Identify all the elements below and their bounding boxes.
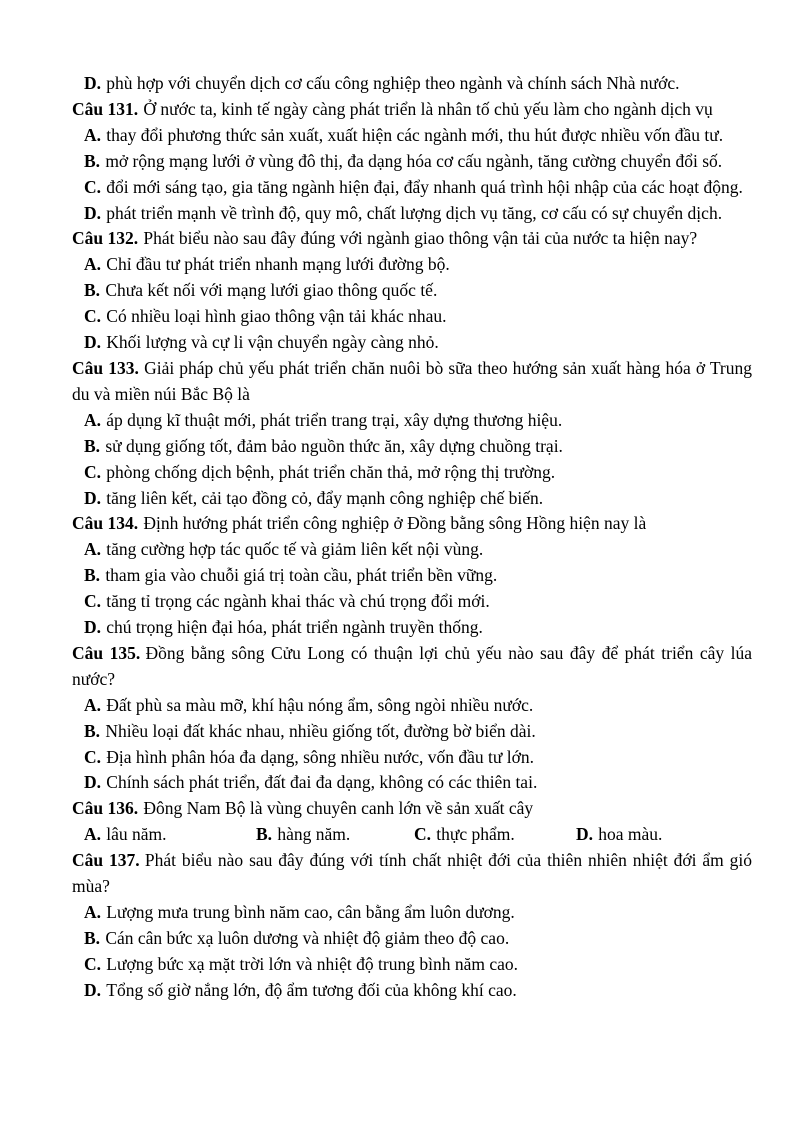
- option-text: Đất phù sa màu mỡ, khí hậu nóng ẩm, sông ngòi nhiều nước.: [106, 694, 534, 715]
- question-135: [72, 641, 752, 796]
- option-letter: A.: [84, 409, 102, 430]
- option-text: hoa màu.: [598, 824, 663, 845]
- option-b: [72, 719, 752, 745]
- option-text: phát triển mạnh về trình độ, quy mô, chất lượng dịch vụ tăng, cơ cấu có sự chuyển dịch.: [106, 202, 723, 223]
- option-b: [72, 278, 752, 304]
- option-b: [72, 563, 752, 589]
- question-text: Phát biểu nào sau đây đúng với tính chất nhiệt đới của thiên nhiên nhiệt đới ẩm gió mùa?: [72, 850, 752, 897]
- option-d: [72, 486, 752, 512]
- option-text: Nhiều loại đất khác nhau, nhiều giống tốt, đường bờ biển dài.: [105, 720, 536, 741]
- option-text: tăng tỉ trọng các ngành khai thác và chú trọng đổi mới.: [106, 591, 490, 612]
- option-b: [72, 149, 752, 175]
- option-a: [72, 123, 752, 149]
- option-text: lâu năm.: [106, 824, 167, 845]
- option-text: sử dụng giống tốt, đảm bảo nguồn thức ăn, xây dựng chuồng trại.: [105, 435, 563, 456]
- option-letter: A.: [84, 124, 102, 145]
- option-letter: C.: [84, 306, 102, 327]
- option-text: thay đổi phương thức sản xuất, xuất hiện các ngành mới, thu hút được nhiều vốn đầu tư.: [106, 124, 724, 145]
- option-a: [72, 537, 752, 563]
- option-text: Lượng bức xạ mặt trời lớn và nhiệt độ trung bình năm cao.: [106, 953, 518, 974]
- option-text: Lượng mưa trung bình năm cao, cân bằng ẩm luôn dương.: [106, 902, 515, 922]
- option-text: thực phẩm.: [436, 824, 515, 845]
- option-text: tăng cường hợp tác quốc tế và giảm liên kết nội vùng.: [106, 539, 484, 560]
- question-stem: [72, 356, 752, 408]
- option-letter: D.: [84, 332, 102, 353]
- question-label: Câu 132.: [72, 228, 139, 249]
- option-letter: B.: [84, 150, 101, 171]
- option-b: [72, 926, 752, 952]
- option-letter: D.: [84, 487, 102, 508]
- question-text: Giải pháp chủ yếu phát triển chăn nuôi bò sữa theo hướng sản xuất hàng hóa ở Trung du và miền núi Bắc Bộ là: [72, 357, 752, 404]
- question-text: Đồng bằng sông Cửu Long có thuận lợi chủ yếu nào sau đây để phát triển cây lúa nước?: [72, 642, 752, 689]
- question-label: Câu 136.: [72, 798, 139, 819]
- option-d: [72, 615, 752, 641]
- option-text: Cán cân bức xạ luôn dương và nhiệt độ giảm theo độ cao.: [105, 927, 510, 948]
- option-text: Chính sách phát triển, đất đai đa dạng, không có các thiên tai.: [106, 772, 538, 793]
- option-text: áp dụng kĩ thuật mới, phát triển trang trại, xây dựng thương hiệu.: [106, 409, 563, 430]
- option-a: [72, 408, 752, 434]
- option-a: [72, 693, 752, 719]
- option-text: phù hợp với chuyển dịch cơ cấu công nghiệp theo ngành và chính sách Nhà nước.: [106, 73, 680, 93]
- option-text: Khối lượng và cự li vận chuyển ngày càng nhỏ.: [106, 332, 439, 353]
- option-letter: B.: [84, 435, 101, 456]
- option-letter: D.: [576, 824, 594, 845]
- option-letter: D.: [84, 979, 102, 1000]
- question-stem: [72, 97, 752, 123]
- option-letter: A.: [84, 902, 102, 922]
- question-136: [72, 796, 752, 848]
- option-text: chú trọng hiện đại hóa, phát triển ngành truyền thống.: [106, 617, 483, 638]
- option-text: Chưa kết nối với mạng lưới giao thông quốc tế.: [105, 280, 438, 301]
- orphan-option-line: [72, 71, 752, 97]
- option-c: [414, 822, 576, 848]
- option-letter: D.: [84, 202, 102, 223]
- option-letter: D.: [84, 772, 102, 793]
- option-c: [72, 304, 752, 330]
- option-d: [72, 770, 752, 796]
- option-letter: C.: [84, 953, 102, 974]
- option-a: [84, 822, 256, 848]
- option-d: [72, 978, 752, 1004]
- option-text: Tổng số giờ nắng lớn, độ ẩm tương đối của không khí cao.: [106, 979, 517, 1000]
- question-131: [72, 97, 752, 227]
- question-text: Định hướng phát triển công nghiệp ở Đồng bằng sông Hồng hiện nay là: [143, 513, 647, 534]
- question-text: Phát biểu nào sau đây đúng với ngành giao thông vận tải của nước ta hiện nay?: [143, 228, 698, 249]
- option-letter: B.: [84, 280, 101, 301]
- option-d: [576, 822, 662, 848]
- question-132: [72, 226, 752, 356]
- question-text: Đông Nam Bộ là vùng chuyên canh lớn về sản xuất cây: [143, 798, 534, 819]
- option-text: phòng chống dịch bệnh, phát triển chăn thả, mở rộng thị trường.: [106, 461, 556, 482]
- option-c: [72, 460, 752, 486]
- option-c: [72, 952, 752, 978]
- option-text: tham gia vào chuỗi giá trị toàn cầu, phát triển bền vững.: [105, 565, 498, 586]
- question-label: Câu 133.: [72, 357, 139, 378]
- options-row: [72, 822, 752, 848]
- option-text: Chỉ đầu tư phát triển nhanh mạng lưới đường bộ.: [106, 254, 450, 275]
- question-label: Câu 137.: [72, 850, 140, 871]
- option-d: [72, 330, 752, 356]
- option-text: đổi mới sáng tạo, gia tăng ngành hiện đại, đẩy nhanh quá trình hội nhập của các hoạt động.: [106, 176, 743, 197]
- question-stem: [72, 796, 752, 822]
- option-letter: B.: [84, 720, 101, 741]
- question-label: Câu 134.: [72, 513, 139, 534]
- questions-list: [72, 97, 752, 1004]
- question-label: Câu 135.: [72, 642, 141, 663]
- option-c: [72, 589, 752, 615]
- option-c: [72, 175, 752, 201]
- option-text: Địa hình phân hóa đa dạng, sông nhiều nước, vốn đầu tư lớn.: [106, 746, 535, 767]
- option-letter: C.: [84, 461, 102, 482]
- option-c: [72, 745, 752, 771]
- question-text: Ở nước ta, kinh tế ngày càng phát triển là nhân tố chủ yếu làm cho ngành dịch vụ: [143, 98, 713, 119]
- question-stem: [72, 848, 752, 900]
- option-text: mở rộng mạng lưới ở vùng đô thị, đa dạng hóa cơ cấu ngành, tăng cường chuyển đổi số.: [105, 150, 723, 171]
- option-letter: C.: [84, 591, 102, 612]
- option-letter: B.: [84, 927, 101, 948]
- option-b: [72, 434, 752, 460]
- question-stem: [72, 226, 752, 252]
- option-letter: C.: [84, 746, 102, 767]
- option-letter: B.: [256, 824, 273, 845]
- option-letter: B.: [84, 565, 101, 586]
- option-text: tăng liên kết, cải tạo đồng cỏ, đẩy mạnh công nghiệp chế biến.: [106, 487, 544, 508]
- question-stem: [72, 641, 752, 693]
- option-letter: C.: [84, 176, 102, 197]
- option-letter: C.: [414, 824, 432, 845]
- option-letter: A.: [84, 824, 102, 845]
- question-134: [72, 511, 752, 641]
- question-label: Câu 131.: [72, 98, 139, 119]
- option-b: [256, 822, 414, 848]
- option-a: [72, 900, 752, 926]
- option-a: [72, 252, 752, 278]
- option-text: Có nhiều loại hình giao thông vận tải khác nhau.: [106, 306, 447, 327]
- option-text: hàng năm.: [277, 824, 351, 845]
- question-133: [72, 356, 752, 511]
- option-letter: A.: [84, 254, 102, 275]
- option-letter: A.: [84, 539, 102, 560]
- option-letter: A.: [84, 694, 102, 715]
- option-letter: D.: [84, 617, 102, 638]
- question-137: [72, 848, 752, 1003]
- question-stem: [72, 511, 752, 537]
- option-letter: D.: [84, 73, 102, 93]
- option-d: [72, 201, 752, 227]
